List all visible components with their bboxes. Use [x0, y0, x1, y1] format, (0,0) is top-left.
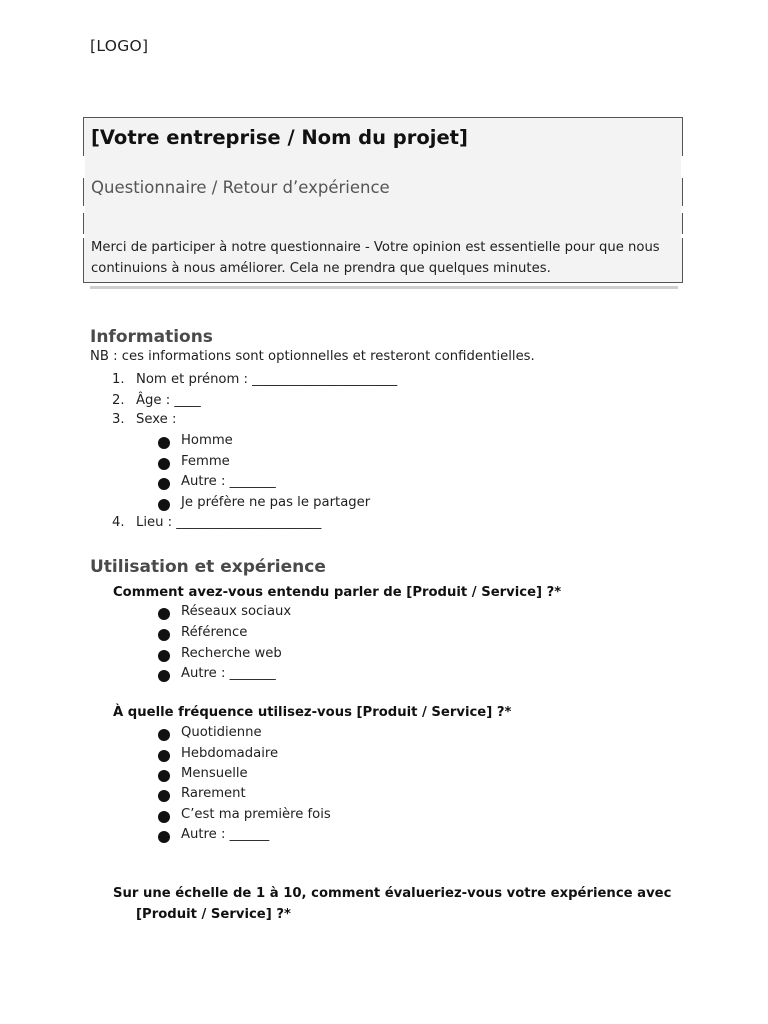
- header-divider: [90, 286, 678, 289]
- list-number: 2.: [112, 393, 125, 408]
- intro-text: [91, 237, 676, 279]
- option-sexe-non-partage[interactable]: Je préfère ne pas le partager: [181, 495, 371, 510]
- bullet-icon: [158, 437, 170, 449]
- document-title: [Votre entreprise / Nom du projet]: [91, 126, 468, 149]
- bullet-icon: [158, 629, 170, 641]
- question-evaluation: Sur une échelle de 1 à 10, comment évalueriez-vous votre expérience avec: [113, 886, 672, 901]
- option-sexe-autre[interactable]: Autre : _______: [181, 474, 276, 489]
- header-box: [83, 117, 683, 283]
- bullet-icon: [158, 831, 170, 843]
- bullet-icon: [158, 750, 170, 762]
- section-title-utilisation: Utilisation et expérience: [90, 557, 326, 577]
- bullet-icon: [158, 478, 170, 490]
- bullet-icon: [158, 608, 170, 620]
- option-source-autre[interactable]: Autre : _______: [181, 666, 276, 681]
- option-frequence-premiere-fois[interactable]: C’est ma première fois: [181, 807, 331, 822]
- confidentiality-note: NB : ces informations sont optionnelles et resteront confidentielles.: [90, 349, 535, 364]
- option-source-reference[interactable]: Référence: [181, 625, 248, 640]
- option-frequence-quotidienne[interactable]: Quotidienne: [181, 725, 262, 740]
- list-number: 4.: [112, 515, 125, 530]
- bullet-icon: [158, 650, 170, 662]
- field-lieu[interactable]: Lieu : ______________________: [136, 515, 322, 530]
- section-title-informations: Informations: [90, 327, 213, 347]
- bullet-icon: [158, 670, 170, 682]
- intro-line: Merci de participer à notre questionnaire - Votre opinion est essentielle pour que nous: [91, 240, 660, 255]
- list-number: 3.: [112, 412, 125, 427]
- bullet-icon: [158, 770, 170, 782]
- question-source: Comment avez-vous entendu parler de [Produit / Service] ?*: [113, 585, 562, 600]
- bullet-icon: [158, 499, 170, 511]
- field-sexe-label: Sexe :: [136, 412, 177, 427]
- option-source-recherche[interactable]: Recherche web: [181, 646, 282, 661]
- bullet-icon: [158, 729, 170, 741]
- question-frequence: À quelle fréquence utilisez-vous [Produit / Service] ?*: [113, 705, 512, 720]
- document-subtitle: Questionnaire / Retour d’expérience: [91, 178, 390, 197]
- field-nom-prenom[interactable]: Nom et prénom : ______________________: [136, 372, 398, 387]
- field-age[interactable]: Âge : ____: [136, 393, 201, 408]
- bullet-icon: [158, 458, 170, 470]
- option-frequence-autre[interactable]: Autre : ______: [181, 827, 270, 842]
- option-source-reseaux[interactable]: Réseaux sociaux: [181, 604, 292, 619]
- logo-placeholder: [LOGO]: [90, 37, 149, 55]
- option-frequence-hebdomadaire[interactable]: Hebdomadaire: [181, 746, 279, 761]
- option-frequence-rarement[interactable]: Rarement: [181, 786, 246, 801]
- bullet-icon: [158, 790, 170, 802]
- option-sexe-femme[interactable]: Femme: [181, 454, 230, 469]
- option-frequence-mensuelle[interactable]: Mensuelle: [181, 766, 248, 781]
- list-number: 1.: [112, 372, 125, 387]
- intro-line: continuions à nous améliorer. Cela ne prendra que quelques minutes.: [91, 261, 551, 276]
- bullet-icon: [158, 811, 170, 823]
- question-evaluation-continued: [Produit / Service] ?*: [136, 907, 291, 922]
- option-sexe-homme[interactable]: Homme: [181, 433, 233, 448]
